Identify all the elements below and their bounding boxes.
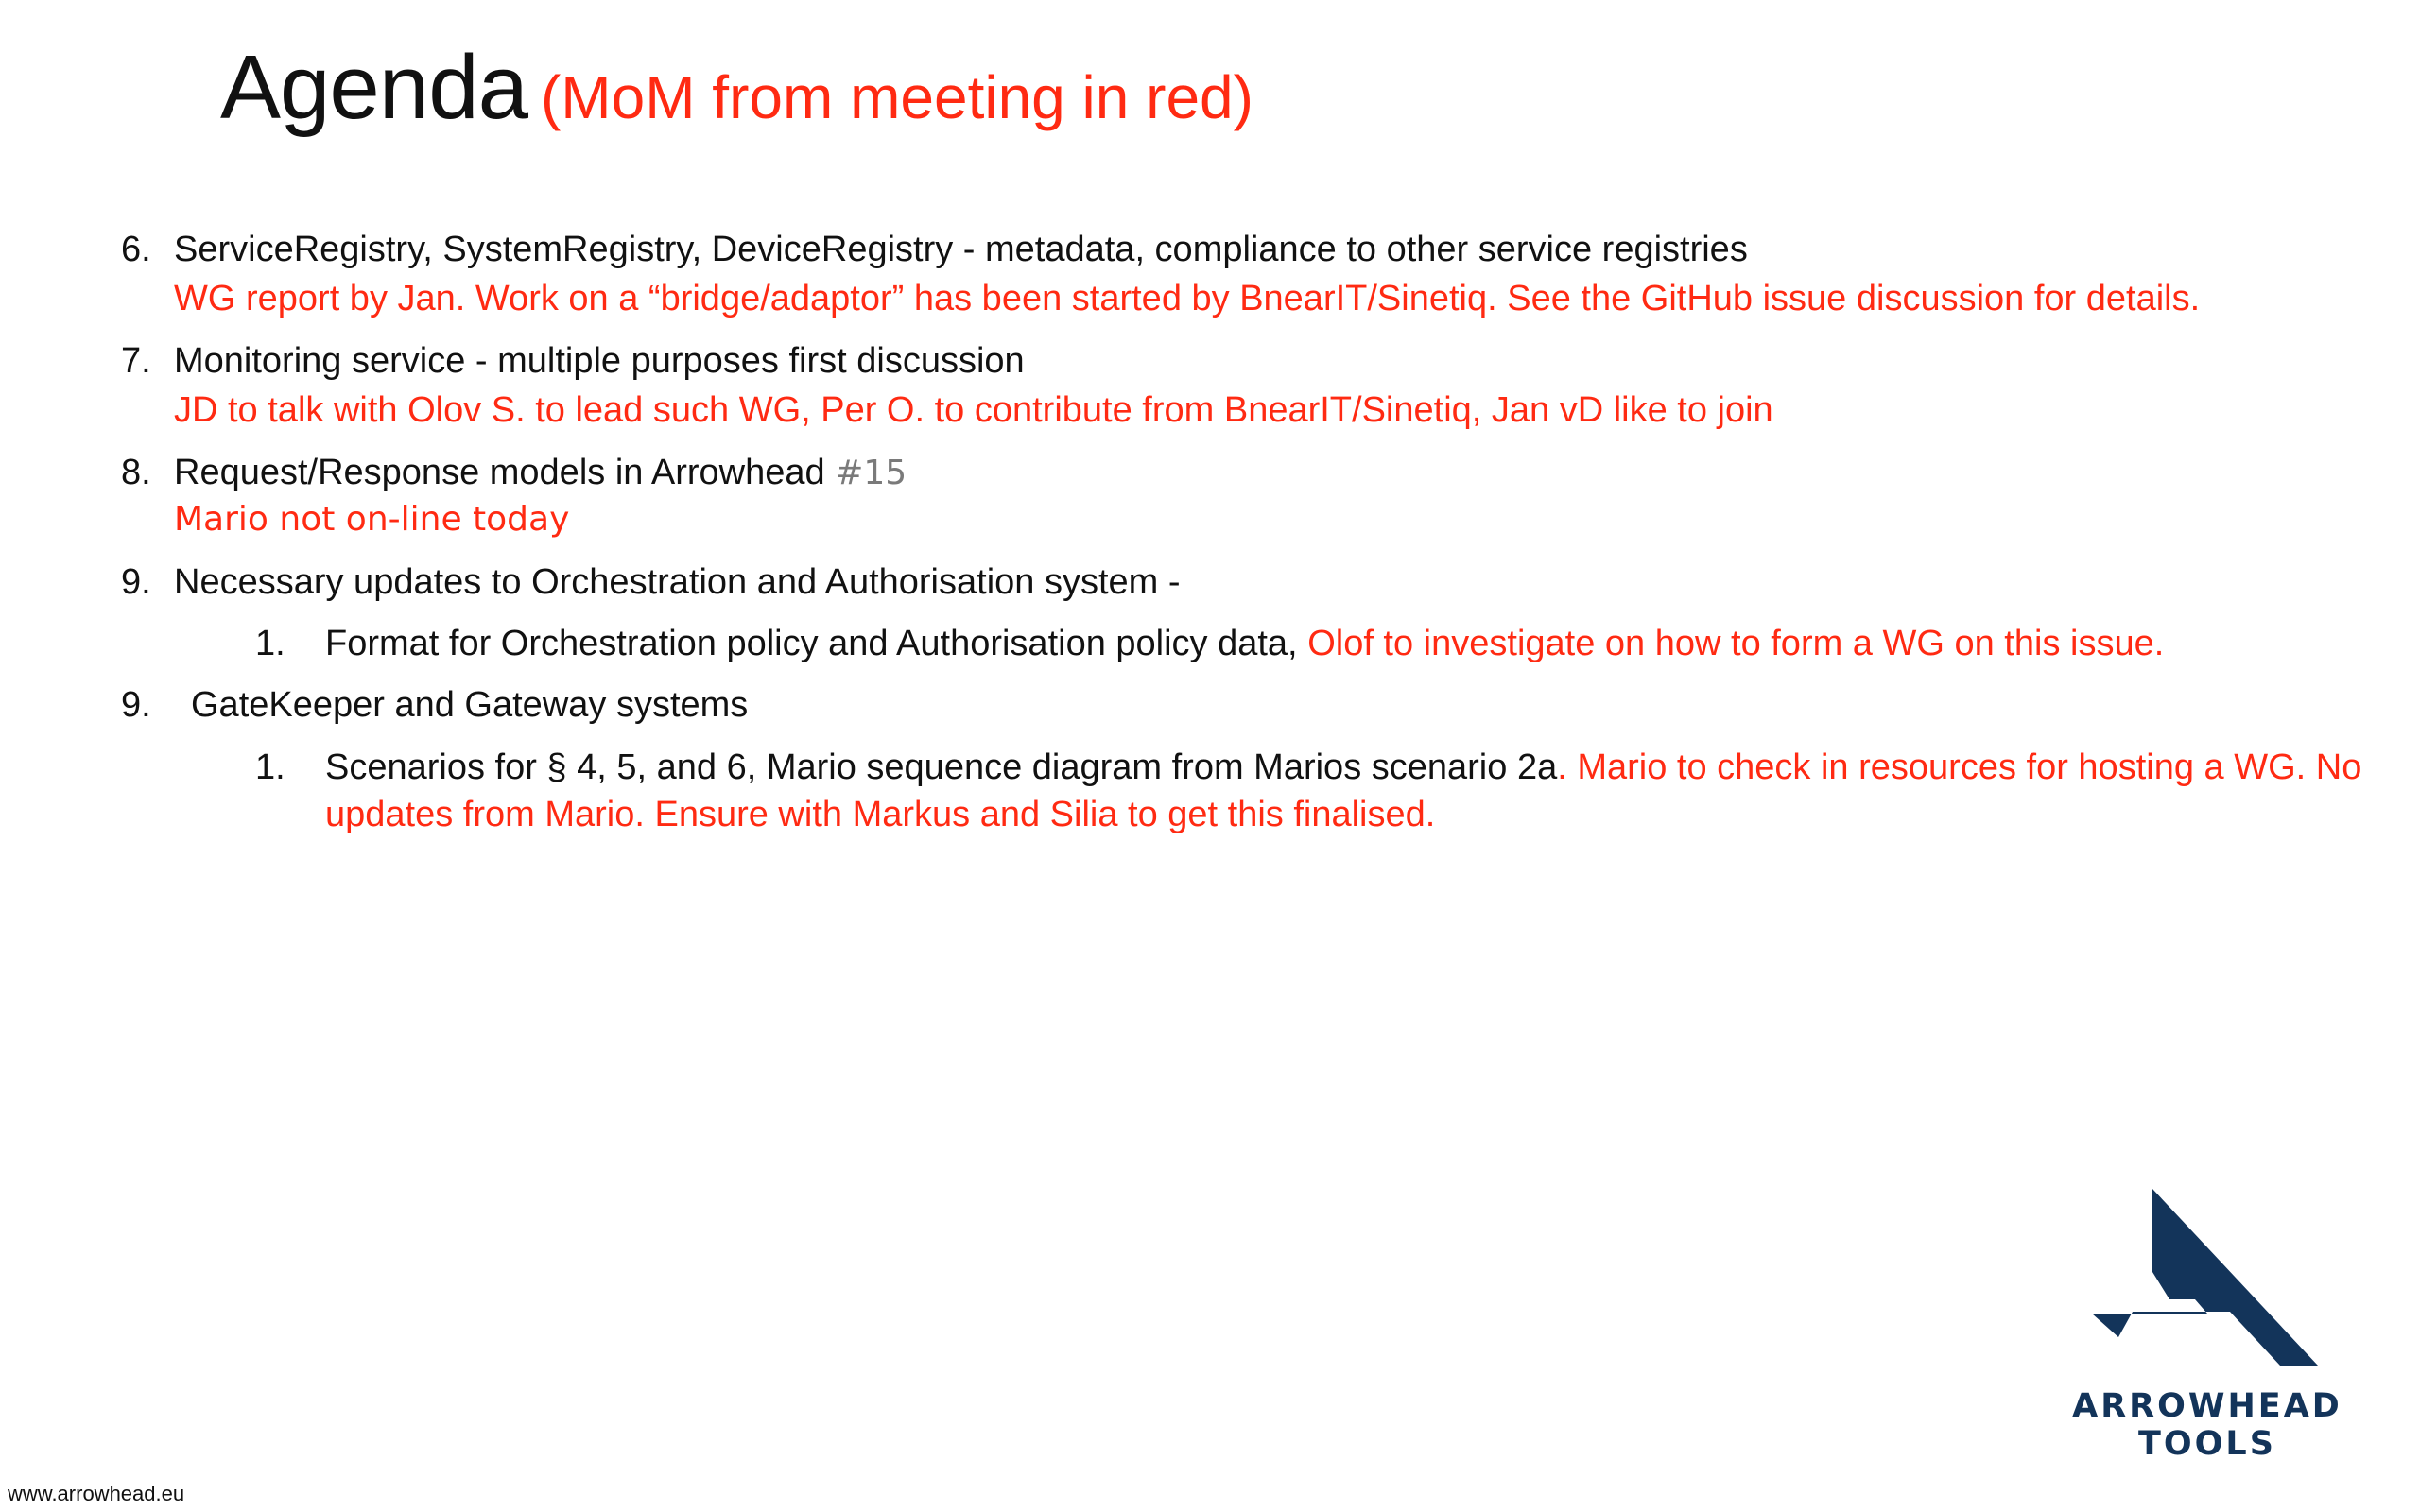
subitem-line [325, 743, 2361, 792]
item-number: 8. [121, 453, 151, 492]
subitem-note-line2: updates from Mario. Ensure with Markus and Silia to get this finalised. [325, 795, 1436, 834]
slide-title [220, 36, 1253, 140]
item-text: Necessary updates to Orchestration and Authorisation system - [174, 562, 1181, 602]
arrowhead-logo-icon [2066, 1189, 2349, 1378]
subitem-note: Olof to investigate on how to form a WG on this issue. [1307, 624, 2165, 663]
item-number: 9. [121, 685, 151, 725]
item-number: 7. [121, 341, 151, 381]
title-main: Agenda [220, 37, 527, 138]
item-text: Monitoring service - multiple purposes first discussion [174, 341, 1025, 381]
subitem-text: Format for Orchestration policy and Authorisation policy data, [325, 624, 1298, 663]
subitem-number: 1. [255, 747, 285, 787]
logo-text-tools: TOOLS [2138, 1425, 2276, 1463]
subitem-note-line1: . Mario to check in resources for hosting a WG. No [1557, 747, 2362, 787]
logo-text-arrowhead: ARROWHEAD [2072, 1387, 2342, 1425]
issue-reference: #15 [835, 454, 908, 492]
arrowhead-tools-logo [2066, 1189, 2349, 1463]
footer-url: www.arrowhead.eu [8, 1482, 185, 1505]
item-note: Mario not on-line today [174, 500, 570, 539]
title-subtitle: (MoM from meeting in red) [540, 63, 1253, 131]
subitem-text: Scenarios for § 4, 5, and 6, Mario sequence diagram from Marios scenario 2a [325, 747, 1558, 787]
subitem-line [325, 619, 2164, 668]
item-text: Request/Response models in Arrowhead [174, 453, 825, 492]
item-number: 9. [121, 562, 151, 602]
item-text-line [174, 448, 907, 498]
item-text: GateKeeper and Gateway systems [191, 685, 749, 725]
item-text: ServiceRegistry, SystemRegistry, DeviceRegistry - metadata, compliance to other service registries [174, 230, 1748, 269]
subitem-number: 1. [255, 624, 285, 663]
item-number: 6. [121, 230, 151, 269]
item-note: WG report by Jan. Work on a “bridge/adaptor” has been started by BnearIT/Sinetiq. See the GitHub issue discussion for details. [174, 279, 2201, 318]
item-note: JD to talk with Olov S. to lead such WG, Per O. to contribute from BnearIT/Sinetiq, Jan vD like to join [174, 390, 1773, 430]
